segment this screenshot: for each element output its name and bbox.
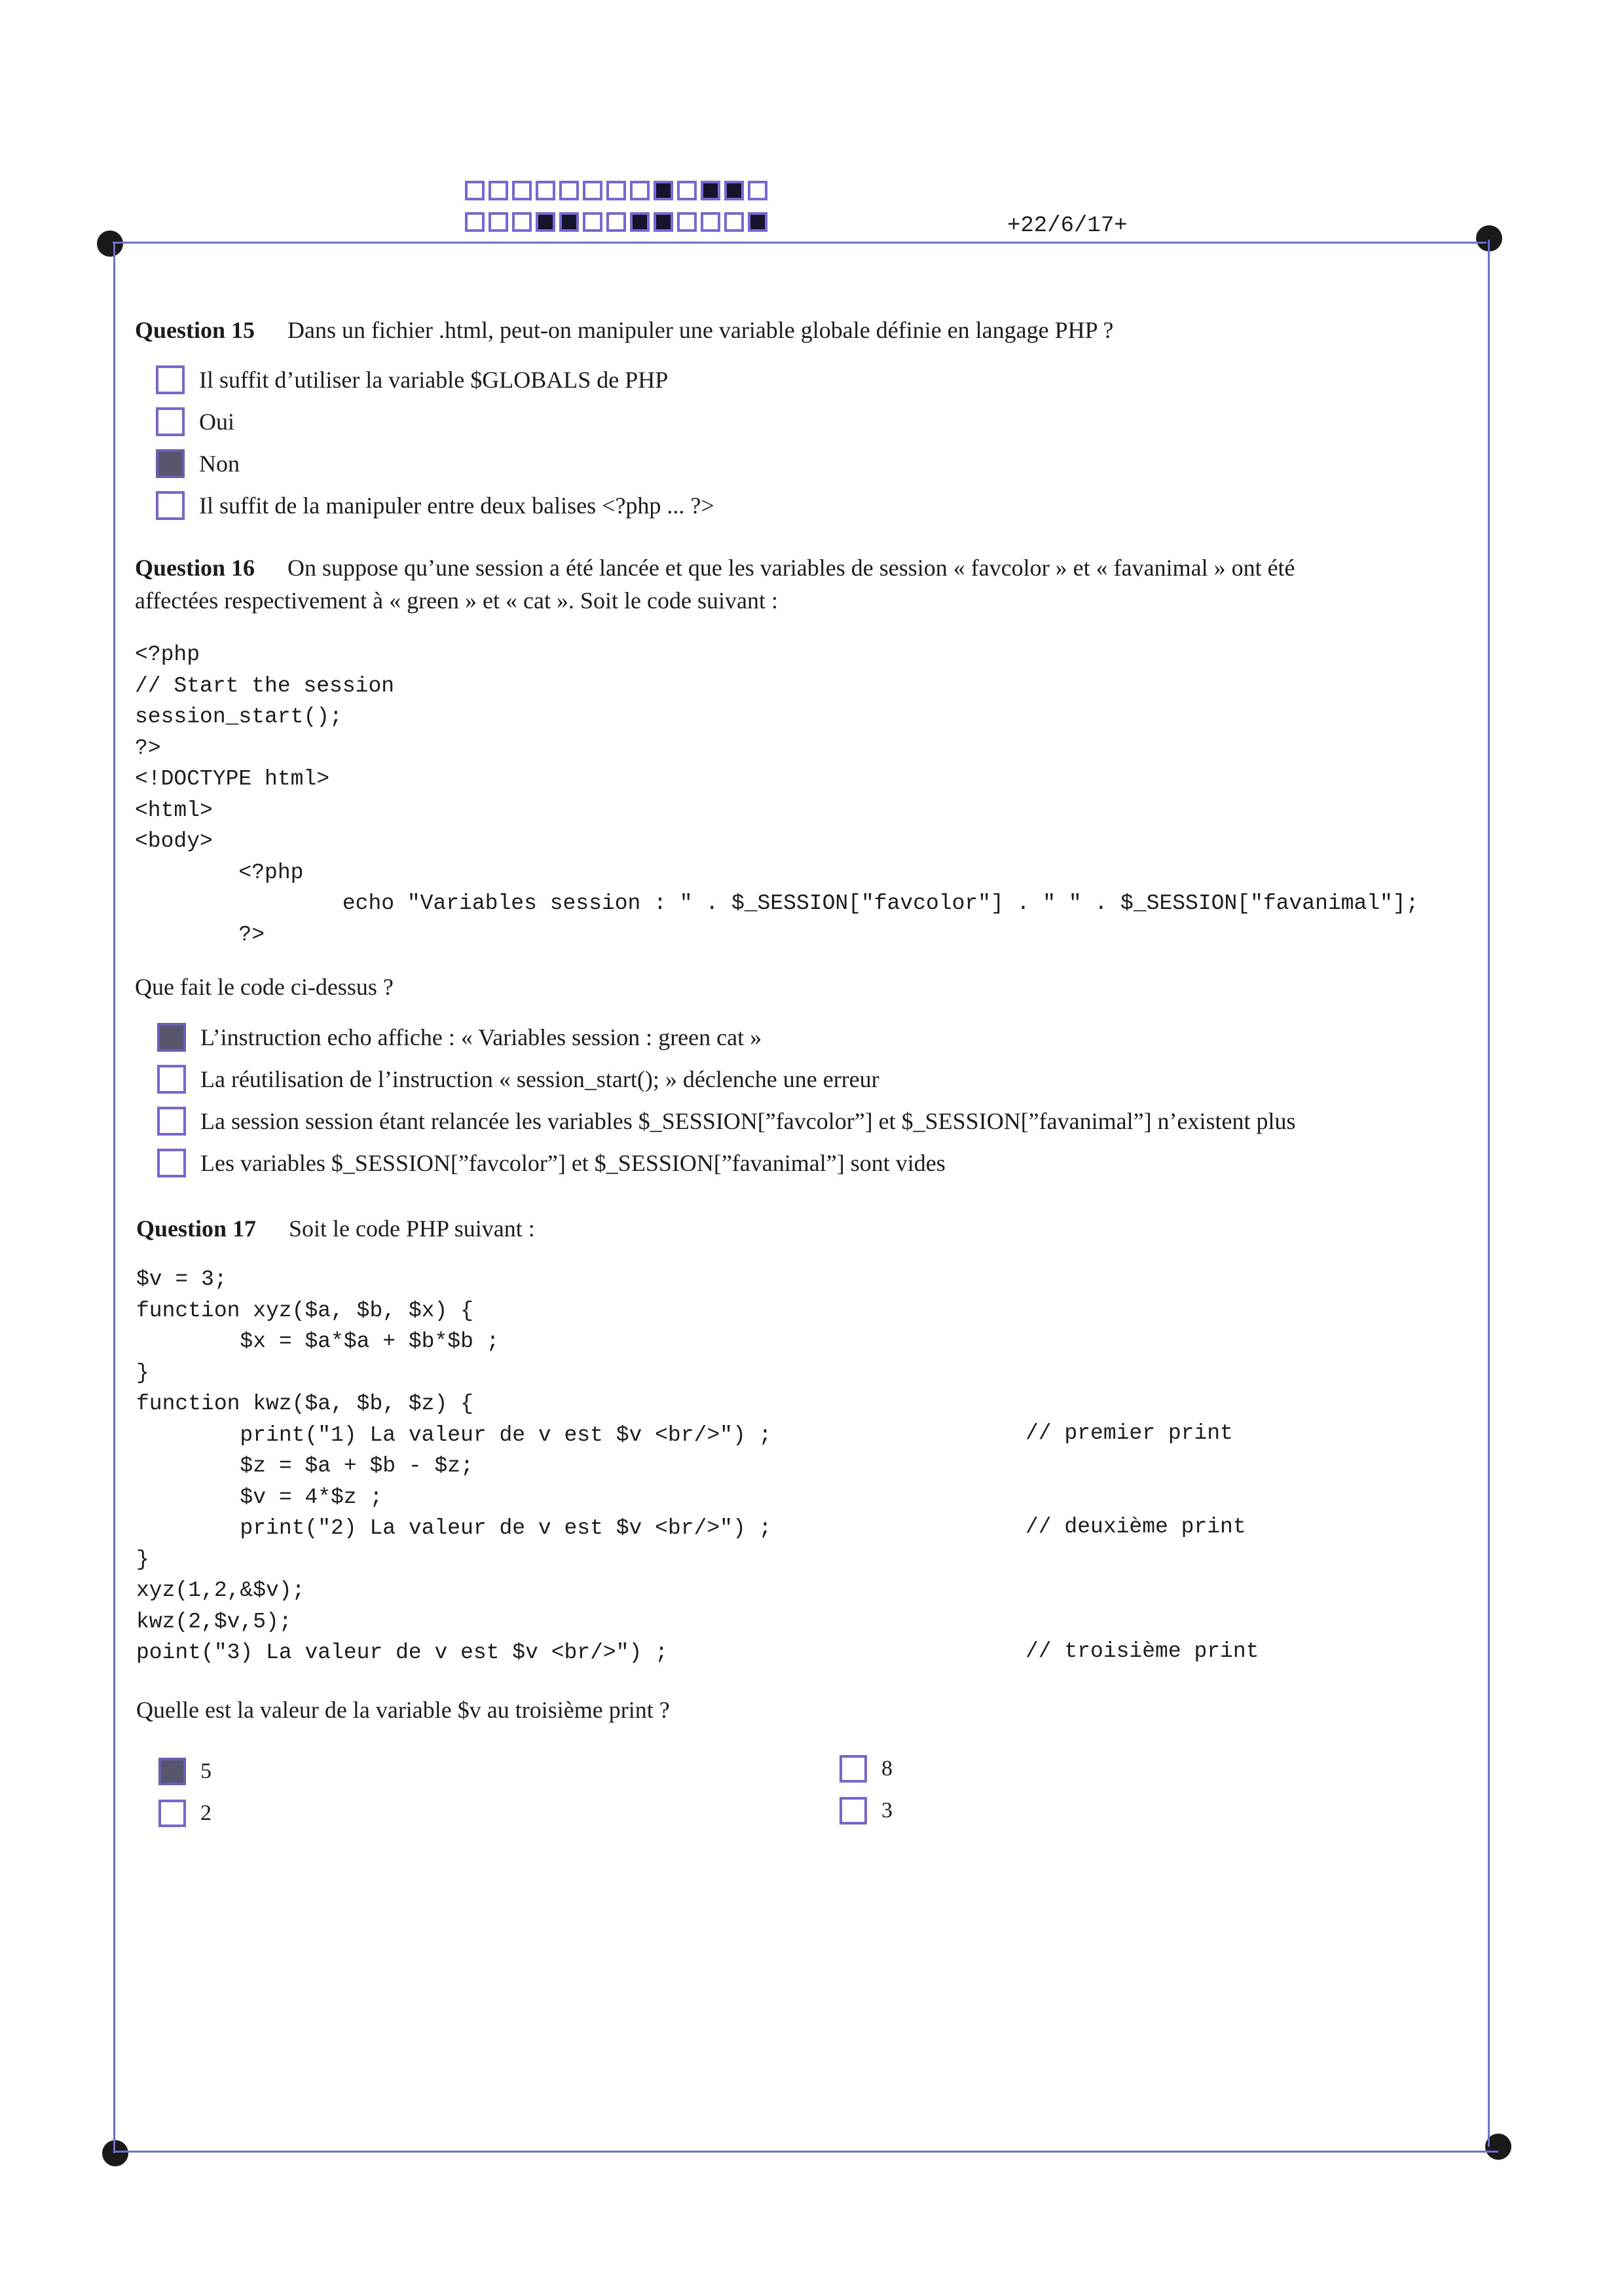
- page-id: +22/6/17+: [1007, 213, 1128, 238]
- q17-code-line: print("1) La valeur de v est $v <br/>") ;: [136, 1422, 772, 1447]
- q17-answer-5[interactable]: [158, 1758, 212, 1785]
- q15-checkbox-2[interactable]: [156, 407, 185, 436]
- q17-answer-8-text: 8: [881, 1756, 893, 1781]
- barcode-bottom-cell: [559, 212, 579, 232]
- question-17-prompt: Quelle est la valeur de la variable $v au troisième print ?: [136, 1697, 670, 1723]
- q16-answer-2[interactable]: [157, 1065, 879, 1094]
- q15-answer-2[interactable]: [156, 407, 234, 436]
- barcode-top-cell: [536, 181, 555, 200]
- barcode-top-cell: [606, 181, 626, 200]
- barcode-bottom-cell: [583, 212, 602, 232]
- question-16-prompt: Que fait le code ci-dessus ?: [135, 974, 394, 1000]
- code-comment-deuxieme: // deuxième print: [1025, 1515, 1246, 1539]
- q15-answer-1[interactable]: [156, 365, 668, 394]
- corner-mark-bottom-left: [102, 2140, 128, 2166]
- q16-code-line: <html>: [135, 798, 213, 823]
- q17-answer-3[interactable]: [840, 1797, 893, 1824]
- question-17-header: [136, 1213, 535, 1244]
- q17-code-line: function kwz($a, $b, $z) {: [136, 1392, 473, 1416]
- q16-answer-1-text: L’instruction echo affiche : « Variables session : green cat »: [200, 1024, 762, 1050]
- frame-bottom: [115, 2151, 1498, 2153]
- barcode-bottom-cell: [465, 212, 485, 232]
- q16-code-line: ?>: [135, 922, 265, 947]
- q16-answer-1[interactable]: [157, 1023, 762, 1052]
- barcode-bottom-cell: [724, 212, 744, 232]
- q16-code-line: <?php: [135, 860, 304, 885]
- q15-answer-3[interactable]: [156, 449, 240, 478]
- barcode-top-cell: [512, 181, 532, 200]
- q16-answer-4[interactable]: [157, 1149, 946, 1177]
- barcode-top-cell: [559, 181, 579, 200]
- question-15-text: Dans un fichier .html, peut-on manipuler une variable globale définie en langage PHP ?: [287, 317, 1114, 343]
- barcode-top-cell: [489, 181, 508, 200]
- barcode-bottom-cell: [748, 212, 767, 232]
- barcode-top-cell: [583, 181, 602, 200]
- page-barcode-top: [465, 181, 771, 200]
- barcode-bottom-cell: [512, 212, 532, 232]
- frame-right: [1488, 240, 1490, 2147]
- q17-code-line: print("2) La valeur de v est $v <br/>") ;: [136, 1516, 772, 1540]
- question-16-code-block: [135, 639, 1419, 950]
- barcode-top-cell: [724, 181, 744, 200]
- q17-code-line: xyz(1,2,&$v);: [136, 1578, 305, 1602]
- q15-answer-4[interactable]: [156, 491, 714, 520]
- barcode-top-cell: [748, 181, 767, 200]
- q15-checkbox-1[interactable]: [156, 365, 185, 394]
- code-comment-troisieme: // troisième print: [1025, 1639, 1259, 1663]
- q16-answer-3[interactable]: [157, 1107, 1296, 1136]
- q16-checkbox-4[interactable]: [157, 1149, 186, 1177]
- barcode-top-cell: [654, 181, 673, 200]
- q17-answer-2[interactable]: [158, 1800, 212, 1827]
- q17-code-line: }: [136, 1547, 149, 1572]
- q15-answer-4-text: Il suffit de la manipuler entre deux balises <?php ... ?>: [199, 492, 714, 519]
- q16-code-line: echo "Variables session : " . $_SESSION["favcolor"] . " " . $_SESSION["favanimal"];: [135, 891, 1419, 916]
- barcode-top-cell: [677, 181, 697, 200]
- barcode-bottom-cell: [654, 212, 673, 232]
- q17-checkbox-2[interactable]: [158, 1800, 186, 1827]
- question-16-text-line1: On suppose qu’une session a été lancée et que les variables de session « favcolor » et « favanimal » ont été: [287, 555, 1295, 581]
- q17-code-line: point("3) La valeur de v est $v <br/>") ;: [136, 1640, 668, 1665]
- q17-answer-2-text: 2: [200, 1801, 212, 1825]
- q17-answer-5-text: 5: [200, 1759, 212, 1783]
- question-17-label: Question 17: [136, 1215, 257, 1242]
- q17-code-line: $v = 3;: [136, 1267, 227, 1291]
- question-16-header: [135, 551, 1477, 617]
- question-15-header: [135, 314, 1113, 346]
- q17-answer-8[interactable]: [840, 1755, 893, 1783]
- q16-answer-2-text: La réutilisation de l’instruction « session_start(); » déclenche une erreur: [200, 1066, 879, 1092]
- q17-code-line: $x = $a*$a + $b*$b ;: [136, 1329, 500, 1354]
- q15-answer-2-text: Oui: [199, 409, 234, 435]
- frame-top: [113, 242, 1486, 244]
- q17-checkbox-3[interactable]: [840, 1797, 867, 1824]
- q15-checkbox-4[interactable]: [156, 491, 185, 520]
- q17-code-line: $v = 4*$z ;: [136, 1485, 383, 1509]
- q16-checkbox-3[interactable]: [157, 1107, 186, 1136]
- q17-code-line: $z = $a + $b - $z;: [136, 1454, 473, 1478]
- q16-code-line: // Start the session: [135, 673, 395, 698]
- question-17-text: Soit le code PHP suivant :: [289, 1215, 535, 1242]
- barcode-top-cell: [465, 181, 485, 200]
- q15-checkbox-3[interactable]: [156, 449, 185, 478]
- q17-code-line: }: [136, 1360, 149, 1385]
- q17-code-line: kwz(2,$v,5);: [136, 1609, 292, 1634]
- q16-checkbox-2[interactable]: [157, 1065, 186, 1094]
- barcode-bottom-cell: [606, 212, 626, 232]
- q15-answer-1-text: Il suffit d’utiliser la variable $GLOBALS de PHP: [199, 367, 669, 393]
- q16-answer-4-text: Les variables $_SESSION[”favcolor”] et $_SESSION[”favanimal”] sont vides: [200, 1150, 946, 1176]
- page-barcode-bottom: [465, 212, 771, 232]
- q17-code-line: function xyz($a, $b, $x) {: [136, 1298, 473, 1323]
- q16-code-line: <body>: [135, 829, 213, 853]
- question-17-code-block: [136, 1264, 771, 1669]
- question-15-label: Question 15: [135, 317, 255, 343]
- barcode-bottom-cell: [630, 212, 650, 232]
- question-16-label: Question 16: [135, 555, 255, 581]
- q15-answer-3-text: Non: [199, 451, 240, 477]
- corner-mark-top-left: [97, 231, 123, 257]
- barcode-bottom-cell: [677, 212, 697, 232]
- q17-checkbox-8[interactable]: [840, 1755, 867, 1783]
- question-16-text-line2: affectées respectivement à « green » et « cat ». Soit le code suivant :: [135, 587, 778, 614]
- q16-checkbox-1[interactable]: [157, 1023, 186, 1052]
- q16-code-line: <?php: [135, 642, 200, 667]
- barcode-top-cell: [630, 181, 650, 200]
- q16-answer-3-text: La session session étant relancée les variables $_SESSION[”favcolor”] et $_SESSION[”favanimal”] n’existent plus: [200, 1108, 1296, 1134]
- barcode-bottom-cell: [489, 212, 508, 232]
- q16-code-line: ?>: [135, 735, 161, 760]
- frame-left: [113, 244, 115, 2153]
- q16-code-line: session_start();: [135, 705, 342, 729]
- barcode-top-cell: [701, 181, 720, 200]
- q17-answer-3-text: 3: [881, 1798, 893, 1823]
- q16-code-line: <!DOCTYPE html>: [135, 767, 330, 791]
- code-comment-premier: // premier print: [1025, 1421, 1233, 1445]
- q17-checkbox-5[interactable]: [158, 1758, 186, 1785]
- barcode-bottom-cell: [536, 212, 555, 232]
- barcode-bottom-cell: [701, 212, 720, 232]
